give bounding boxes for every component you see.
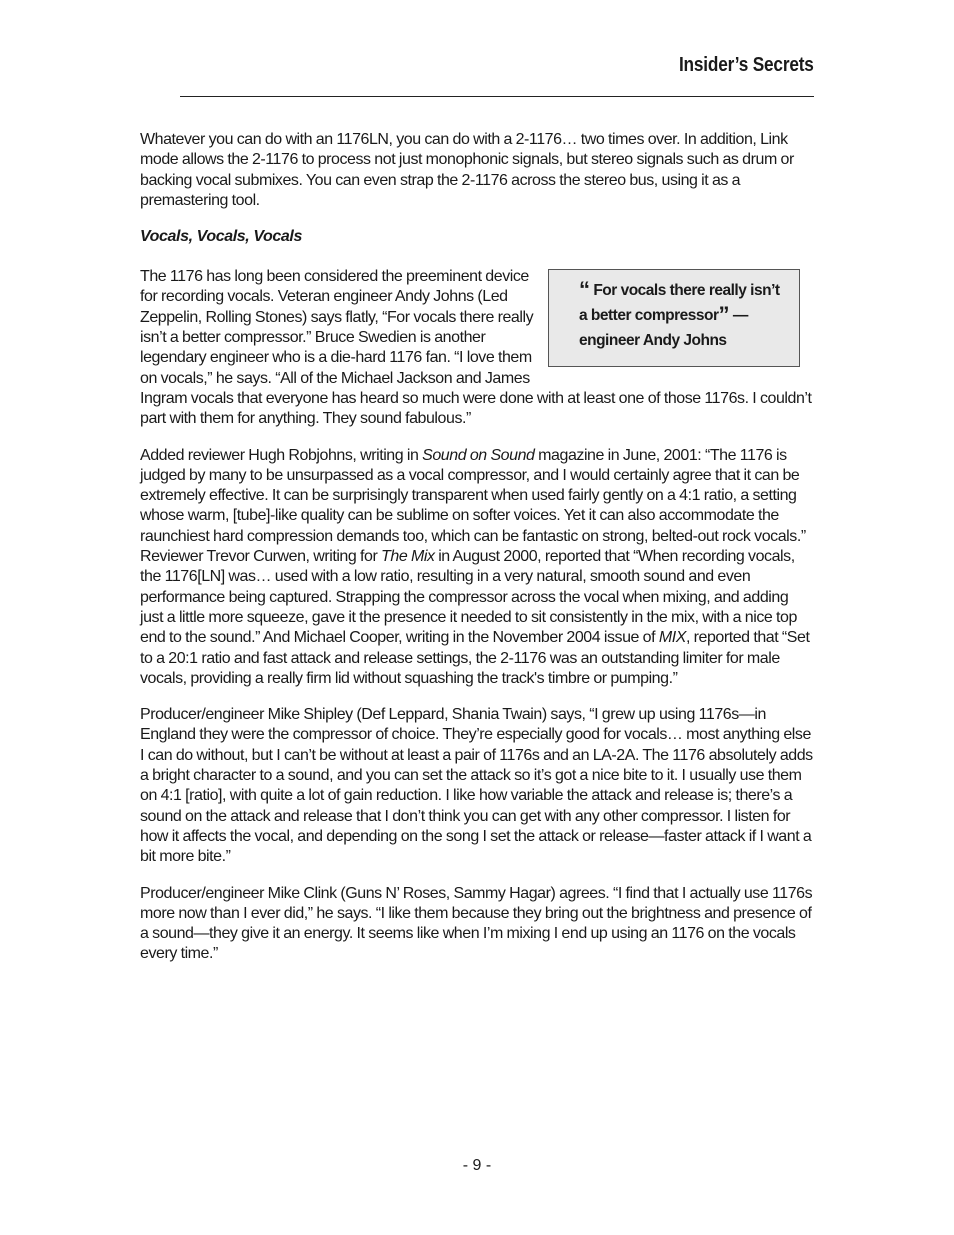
- main-content: [140, 130, 814, 981]
- pull-quote-text: For vocals there really isn’t a better compressor: [579, 282, 780, 325]
- close-quote-mark: ”: [718, 302, 730, 328]
- open-quote-mark: “: [579, 277, 590, 303]
- shipley-paragraph: Producer/engineer Mike Shipley (Def Leppard, Shania Twain) says, “I grew up using 1176s—in England they were the compressor of choice. They’re especially good for vocals… most anything else I can do without, but I can’t be without at least a pair of 1176s and an LA-2A. The 1176 absolutely adds a bright character to a sound, and you can set the attack so it’s got a nice bite to it. I usually use them on 4:1 [ratio], with quite a lot of gain reduction. I like how variable the attack and release is; there’s a sound on the attack and release that I don’t think you can get with any other compressor. I listen for how it affects the vocal, and depending on the song I set the attack or release—faster attack if I want a bit more bite.”: [140, 706, 813, 866]
- intro-paragraph: Whatever you can do with an 1176LN, you can do with a 2-1176… two times over. In addition, Link mode allows the 2-1176 to process not just monophonic signals, but stereo signals such as drum or backing vocal submixes. You can even strap the 2-1176 across the stereo bus, using it as a premastering tool.: [140, 131, 794, 209]
- publication-sound-on-sound: Sound on Sound: [422, 446, 535, 464]
- pull-quote-box: [548, 269, 800, 367]
- reviews-text-d: , reported that “Set to a 20:1 ratio and fast attack and release settings, the 2-1176 was an outstanding limiter for male vocals, providing a really firm lid without squashing the track's timbre or pumping.”: [140, 629, 810, 687]
- section-heading: Vocals, Vocals, Vocals: [140, 228, 302, 246]
- reviews-text-a: Added reviewer Hugh Robjohns, writing in: [140, 446, 423, 464]
- reviews-text-c: in August 2000, reported that “When recording vocals, the 1176[LN] was… used with a low ratio, resulting in a very natural, smooth sound and even performance being captured. Strapping the compressor across the vocal when mixing, and adding just a little more squeeze, gave it the presence it needed to sit consistently in the mix, with a nice top end to the sound.” And Michael Cooper, writing in the November 2004 issue of: [140, 548, 797, 647]
- pull-quote-attribution: — engineer Andy Johns: [579, 307, 748, 350]
- reviews-text-b: magazine in June, 2001: “The 1176 is judged by many to be unsurpassed as a vocal compressor, and I would certainly agree that it can be extremely effective. It can be surprisingly transparent when used fairly gently on a 4:1 ratio, a setting whose warm, [tube]-like quality can be sublime on softer voices. Yet it can also accommodate the raunchiest hard compression demands too, which can be fantastic on strong, belted-out rock vocals.” Reviewer Trevor Curwen, writing for: [140, 446, 806, 566]
- publication-the-mix: The Mix: [381, 548, 435, 566]
- publication-mix: MIX: [658, 629, 686, 647]
- clink-paragraph: Producer/engineer Mike Clink (Guns N’ Roses, Sammy Hagar) agrees. “I find that I actually use 1176s more now than I ever did,” he says. “I like them because they bring out the brightness and presence of a sound—they give it an energy. It seems like when I’m mixing I end up using an 1176 on the vocals every time.”: [140, 884, 813, 963]
- page-number: - 9 -: [462, 1157, 492, 1174]
- reviews-paragraph: [140, 446, 814, 690]
- header-divider: [180, 96, 814, 97]
- running-header-title: Insider’s Secrets: [679, 54, 814, 76]
- vocals-paragraph: The 1176 has long been considered the preeminent device for recording vocals. Veteran engineer Andy Johns (Led Zeppelin, Rolling Stones) says flatly, “For vocals there really isn’t a better compressor.” Bruce Swedien is another legendary engineer who is a die-hard 1176 fan. “I love them on vocals,” he says. “All of the Michael Jackson and James Ingram vocals that everyone has heard so much were done with at least one of those 1176s. I couldn’t part with them for anything. They sound fabulous.”: [140, 268, 812, 428]
